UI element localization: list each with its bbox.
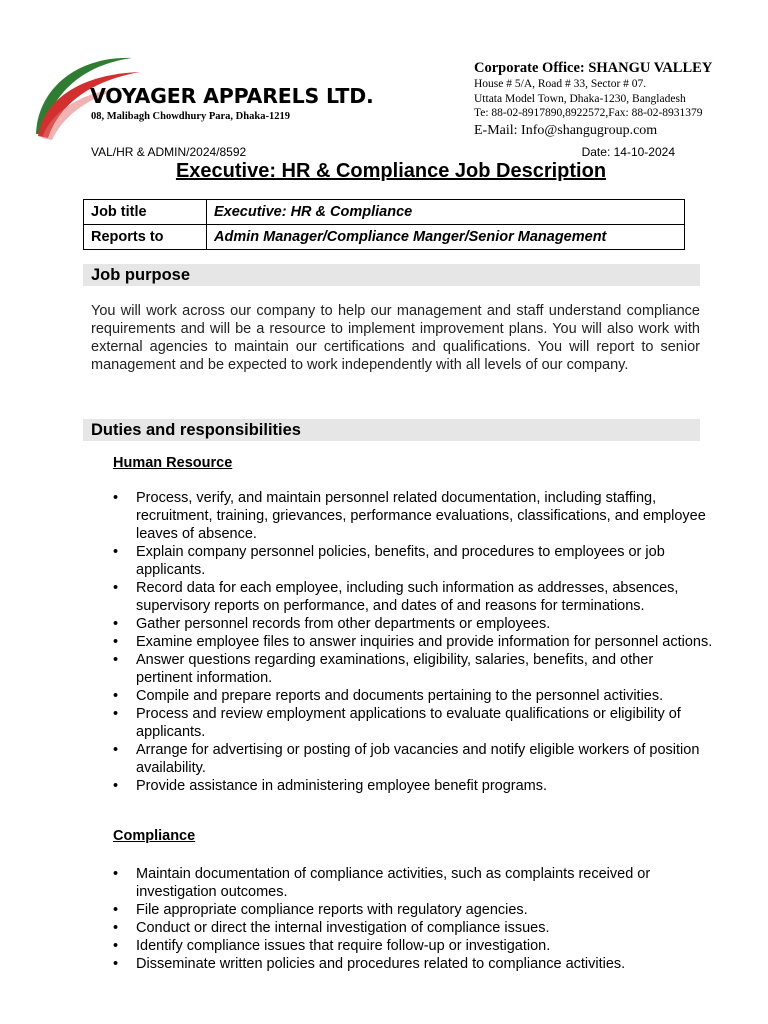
table-row (84, 225, 685, 250)
list-item: • Conduct or direct the internal investigation of compliance issues. (113, 919, 713, 937)
list-item: • Examine employee files to answer inquiries and provide information for personnel actions. (113, 633, 713, 651)
human-resource-heading: Human Resource (113, 455, 233, 471)
list-item: • Process, verify, and maintain personnel related documentation, including staffing, recruitment, training, grievances, performance evaluations, classifications, and employee leaves of absence. (113, 489, 713, 543)
document-title: Executive: HR & Compliance Job Description (175, 160, 607, 182)
corporate-phone-line: Te: 88-02-8917890,8922572,Fax: 88-02-8931379 (474, 107, 703, 119)
corporate-office-block (474, 59, 712, 140)
company-address: 08, Malibagh Chowdhury Para, Dhaka-1219 (91, 111, 290, 122)
reports-to-value: Admin Manager/Compliance Manger/Senior Management (207, 225, 685, 250)
list-item: • Compile and prepare reports and documents pertaining to the personnel activities. (113, 687, 713, 705)
list-item: • Answer questions regarding examinations, eligibility, salaries, benefits, and other pertinent information. (113, 651, 713, 687)
job-purpose-heading: Job purpose (83, 264, 700, 286)
corporate-email: E-Mail: Info@shangugroup.com (474, 122, 658, 138)
reference-number: VAL/HR & ADMIN/2024/8592 (91, 145, 247, 159)
table-row (84, 200, 685, 225)
list-item: • File appropriate compliance reports with regulatory agencies. (113, 901, 713, 919)
list-item: • Gather personnel records from other departments or employees. (113, 615, 713, 633)
list-item: • Disseminate written policies and procedures related to compliance activities. (113, 955, 713, 973)
list-item: • Record data for each employee, including such information as addresses, absences, supervisory reports on performance, and dates of and reasons for terminations. (113, 579, 713, 615)
reports-to-label: Reports to (84, 225, 207, 250)
list-item: • Process and review employment applications to evaluate qualifications or eligibility of applicants. (113, 705, 713, 741)
list-item: • Provide assistance in administering employee benefit programs. (113, 777, 713, 795)
list-item: • Maintain documentation of compliance activities, such as complaints received or investigation outcomes. (113, 865, 713, 901)
corporate-address-line: Uttata Model Town, Dhaka-1230, Bangladesh (474, 92, 686, 105)
job-title-value: Executive: HR & Compliance (207, 200, 685, 225)
job-title-label: Job title (84, 200, 207, 225)
duties-heading: Duties and responsibilities (83, 419, 700, 441)
corporate-office-title: Corporate Office: SHANGU VALLEY (474, 60, 713, 76)
list-item: • Identify compliance issues that require follow-up or investigation. (113, 937, 713, 955)
corporate-address-line: House # 5/A, Road # 33, Sector # 07. (474, 78, 647, 90)
job-info-table (83, 199, 685, 250)
job-purpose-text: You will work across our company to help our management and staff understand compliance requirements and will be a resource to implement improvement plans. You will also work with external agencies to maintain our certifications and qualifications. You will report to senior management and be expected to work independently with all levels of our company. (91, 303, 700, 373)
company-name: VOYAGER APPARELS LTD. (90, 84, 374, 108)
list-item: • Explain company personnel policies, benefits, and procedures to employees or job applicants. (113, 543, 713, 579)
compliance-heading: Compliance (113, 828, 196, 844)
human-resource-list (113, 489, 713, 795)
compliance-list (113, 865, 713, 973)
document-date: Date: 14-10-2024 (581, 145, 675, 159)
list-item: • Arrange for advertising or posting of job vacancies and notify eligible workers of position availability. (113, 741, 713, 777)
